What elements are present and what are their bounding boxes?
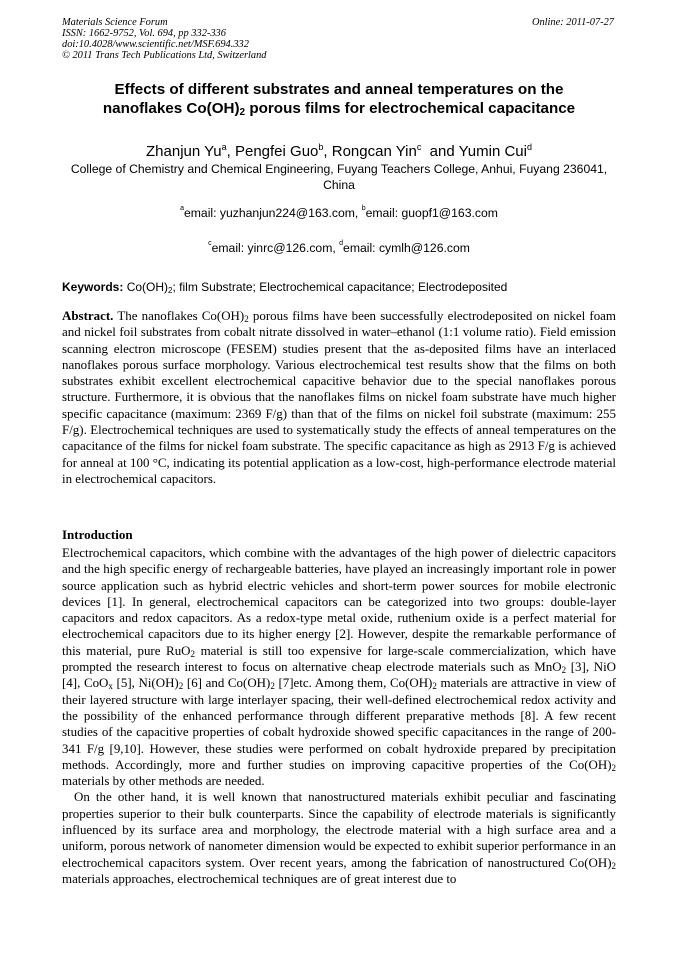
doi-line: doi:10.4028/www.scientific.net/MSF.694.332 <box>62 39 249 50</box>
paragraph-text: materials are attractive in view of their layered structure with large interlayer spacing, their well-defined electrochemical redox activity and the possibility of the enhanced performance through different preparative methods [8]. A few recent studies of the capacitive properties of cobalt hydroxide showed specific capacitances in the range of 200-341 F/g [9,10]. However, these studies were performed on cobalt hydroxide prepared by precipitation methods. Accordingly, more and further studies on improving capacitive properties of the Co(OH) <box>62 675 617 772</box>
author-name: Pengfei Guo <box>234 143 319 160</box>
email-mark: c <box>208 240 212 247</box>
author-separator: and <box>421 143 459 160</box>
abstract-subscript: 2 <box>244 314 249 324</box>
abstract-text: porous films have been successfully electrodeposited on nickel foam and nickel foil substrates from cobalt nitrate dissolved in water–ethanol (1:1 volume ratio). Field emission scanning electron microscope (FESEM) studies present that the as-deposited films have an interlaced nanoflakes porous surface morphology. Various electrochemical test results show that the films on both substrates exhibit excellent electrochemical capacitive behavior due to the special nanoflakes porous structure. Furthermore, it is obvious that the nanoflakes films on nickel foam substrate have much higher specific capacitance (maximum: 2369 F/g) than that of the films on nickel foil substrate (maximum: 255 F/g). Electrochemical techniques are used to systematically study the effects of anneal temperatures on the capacitance of the films for nickel foam substrate. The specific capacitance as high as 2913 F/g is achieved for anneal at 100 °C, indicating its potential application as a low-cost, high-performance electrode material in electrochemical capacitors. <box>62 308 616 486</box>
keyword-subscript: 2 <box>168 286 173 295</box>
email-address[interactable]: email: yinrc@126.com, <box>211 241 336 255</box>
author-mark: d <box>526 142 532 152</box>
email-mark: b <box>361 205 366 212</box>
paragraph-text: [3], NiO [4], CoO <box>62 659 617 691</box>
author-list <box>62 143 616 160</box>
paragraph <box>62 545 616 789</box>
author-separator: , <box>323 143 332 160</box>
author-mark: a <box>221 142 227 152</box>
paragraph-text: On the other hand, it is well known that nanostructured materials exhibit peculiar and fascinating properties superior to their bulk counterparts. Since the capability of electrode materials is significantly influenced by its surface area and morphology, the electrode material with a high surface area and a uniform, porous network of nanometer dimension would be expected to exhibit superior performance in an electrochemical capacitors system. Over recent years, among the fabrication of nanostructured Co(OH) <box>62 789 616 870</box>
author-mark: b <box>318 142 324 152</box>
email-address[interactable]: email: yuzhanjun224@163.com, <box>184 206 359 220</box>
title-line-2 <box>62 99 616 118</box>
title-subscript: 2 <box>239 107 246 118</box>
online-date: Online: 2011-07-27 <box>531 17 614 28</box>
author-name: Rongcan Yin <box>331 143 417 160</box>
subscript: 2 <box>432 681 437 692</box>
email-line-2 <box>62 241 616 255</box>
author-name: Yumin Cui <box>458 143 527 160</box>
subscript: 2 <box>190 648 196 659</box>
paragraph-text: [5], Ni(OH) <box>112 675 179 691</box>
title-line-1: Effects of different substrates and anneal temperatures on the <box>114 81 564 98</box>
paragraph-text: materials approaches, electrochemical techniques are of great interest due to <box>62 870 457 886</box>
subscript: 2 <box>270 681 275 692</box>
journal-name: Materials Science Forum <box>62 17 168 28</box>
email-line-1 <box>62 206 616 220</box>
paragraph-text: [7]etc. Among them, Co(OH) <box>274 675 433 691</box>
author-mark: c <box>416 142 422 152</box>
subscript: 2 <box>561 665 567 676</box>
paragraph-text: Electrochemical capacitors, which combine with the advantages of the high power of dielectric capacitors and the high specific energy of rechargeable batteries, have played an increasingly important role in power source application such as hybrid electric vehicles and short-term power sources for mobile electronic devices [1]. In general, electrochemical capacitors can be categorized into two groups: double-layer capacitors and redox capacitors. As a redox-type metal oxide, ruthenium oxide is a perfect material for electrochemical capacitors due to its higher energy [2]. However, despite the remarkable performance of this material, pure RuO <box>62 545 616 658</box>
subscript: x <box>108 681 113 692</box>
journal-header <box>62 17 266 61</box>
author-name: Zhanjun Yu <box>146 143 222 160</box>
paragraph-text: [6] and Co(OH) <box>183 675 271 691</box>
author-separator: , <box>226 143 235 160</box>
title-text: porous films for electrochemical capacitance <box>245 100 576 117</box>
affiliation-line-1: College of Chemistry and Chemical Engineering, Fuyang Teachers College, Anhui, Fuyang 236041, <box>70 162 608 176</box>
introduction-body <box>62 545 616 887</box>
subscript: 2 <box>611 762 616 773</box>
keyword-text: Co(OH) <box>126 280 169 294</box>
abstract-text: The nanoflakes Co(OH) <box>117 308 245 323</box>
affiliation-line-2: China <box>323 178 355 192</box>
keywords-label: Keywords: <box>62 280 124 294</box>
keyword-text: ; film Substrate; Electrochemical capacitance; Electrodeposited <box>172 280 508 294</box>
abstract <box>62 308 616 487</box>
email-mark: a <box>180 205 184 212</box>
section-heading-introduction: Introduction <box>62 527 133 542</box>
title-text: nanoflakes Co(OH) <box>102 100 240 117</box>
paragraph-text: materials by other methods are needed. <box>62 773 265 789</box>
issn-line: ISSN: 1662-9752, Vol. 694, pp 332-336 <box>62 28 226 39</box>
paragraph-text: material is still too expensive for large-scale commercialization, which have prompted the research interest to focus on alternative cheap electrode materials such as MnO <box>62 642 616 675</box>
affiliation <box>62 161 616 193</box>
email-mark: d <box>339 240 344 247</box>
copyright-line: © 2011 Trans Tech Publications Ltd, Switzerland <box>62 50 267 61</box>
subscript: 2 <box>611 860 616 871</box>
paper-title <box>62 80 616 118</box>
subscript: 2 <box>178 681 184 692</box>
email-address[interactable]: email: cymlh@126.com <box>343 241 470 255</box>
paragraph <box>62 789 616 887</box>
keywords <box>62 280 616 294</box>
abstract-label: Abstract. <box>62 308 114 323</box>
email-address[interactable]: email: guopf1@163.com <box>365 206 498 220</box>
